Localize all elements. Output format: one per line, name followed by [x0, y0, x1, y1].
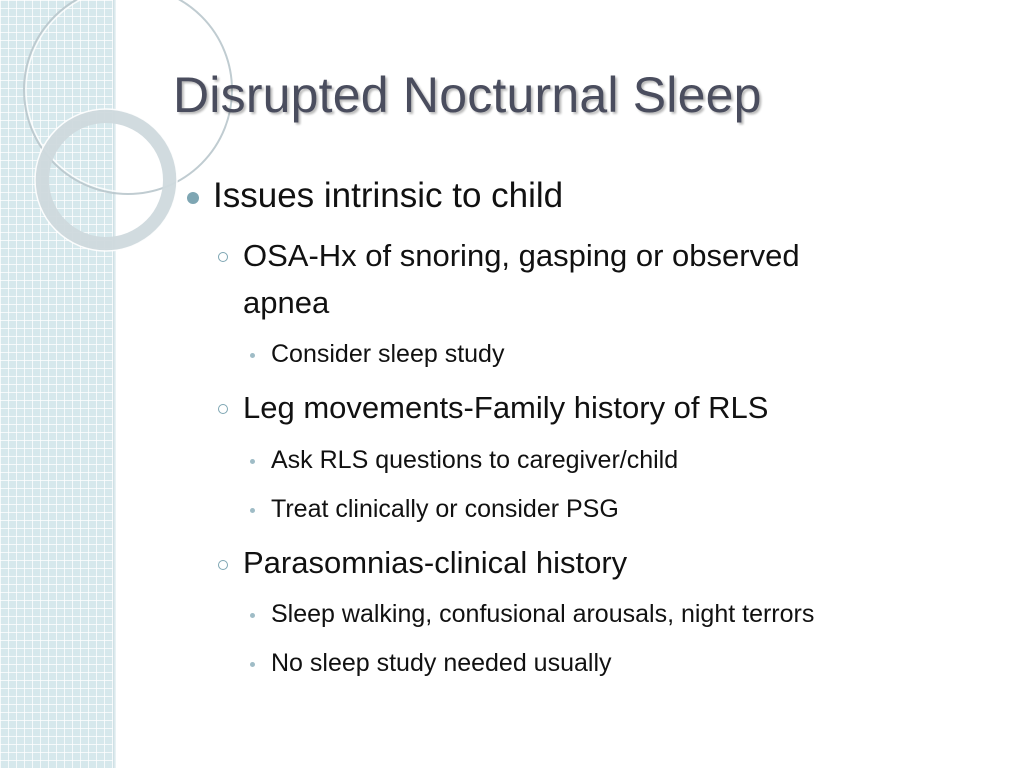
sub-bullet-ring-icon — [218, 404, 228, 414]
bullet-level3: No sleep study needed usually — [271, 649, 612, 677]
bullet-level3: Ask RLS questions to caregiver/child — [271, 446, 679, 474]
bullet-level2-osa: OSA-Hx of snoring, gasping or observed — [243, 238, 800, 273]
sub-sub-bullet-dot-icon — [250, 459, 255, 464]
sub-sub-bullet-dot-icon — [250, 613, 255, 618]
sub-bullet-ring-icon — [218, 560, 228, 570]
bullet-level3: Treat clinically or consider PSG — [271, 495, 619, 523]
decorative-rings — [0, 0, 200, 280]
bullet-level2-osa-cont: apnea — [243, 285, 330, 320]
sub-sub-bullet-dot-icon — [250, 508, 255, 513]
bullet-level3: Consider sleep study — [271, 340, 505, 368]
sub-sub-bullet-dot-icon — [250, 353, 255, 358]
slide-title: Disrupted Nocturnal Sleep — [173, 67, 762, 123]
bullet-level1: Issues intrinsic to child — [213, 176, 564, 215]
bullet-dot-icon — [187, 192, 199, 204]
sub-bullet-ring-icon — [218, 252, 228, 262]
bullet-level3: Sleep walking, confusional arousals, night terrors — [271, 600, 815, 628]
bullet-level2-parasomnias: Parasomnias-clinical history — [243, 545, 628, 580]
sub-sub-bullet-dot-icon — [250, 662, 255, 667]
bullet-level2-leg: Leg movements-Family history of RLS — [243, 390, 769, 425]
